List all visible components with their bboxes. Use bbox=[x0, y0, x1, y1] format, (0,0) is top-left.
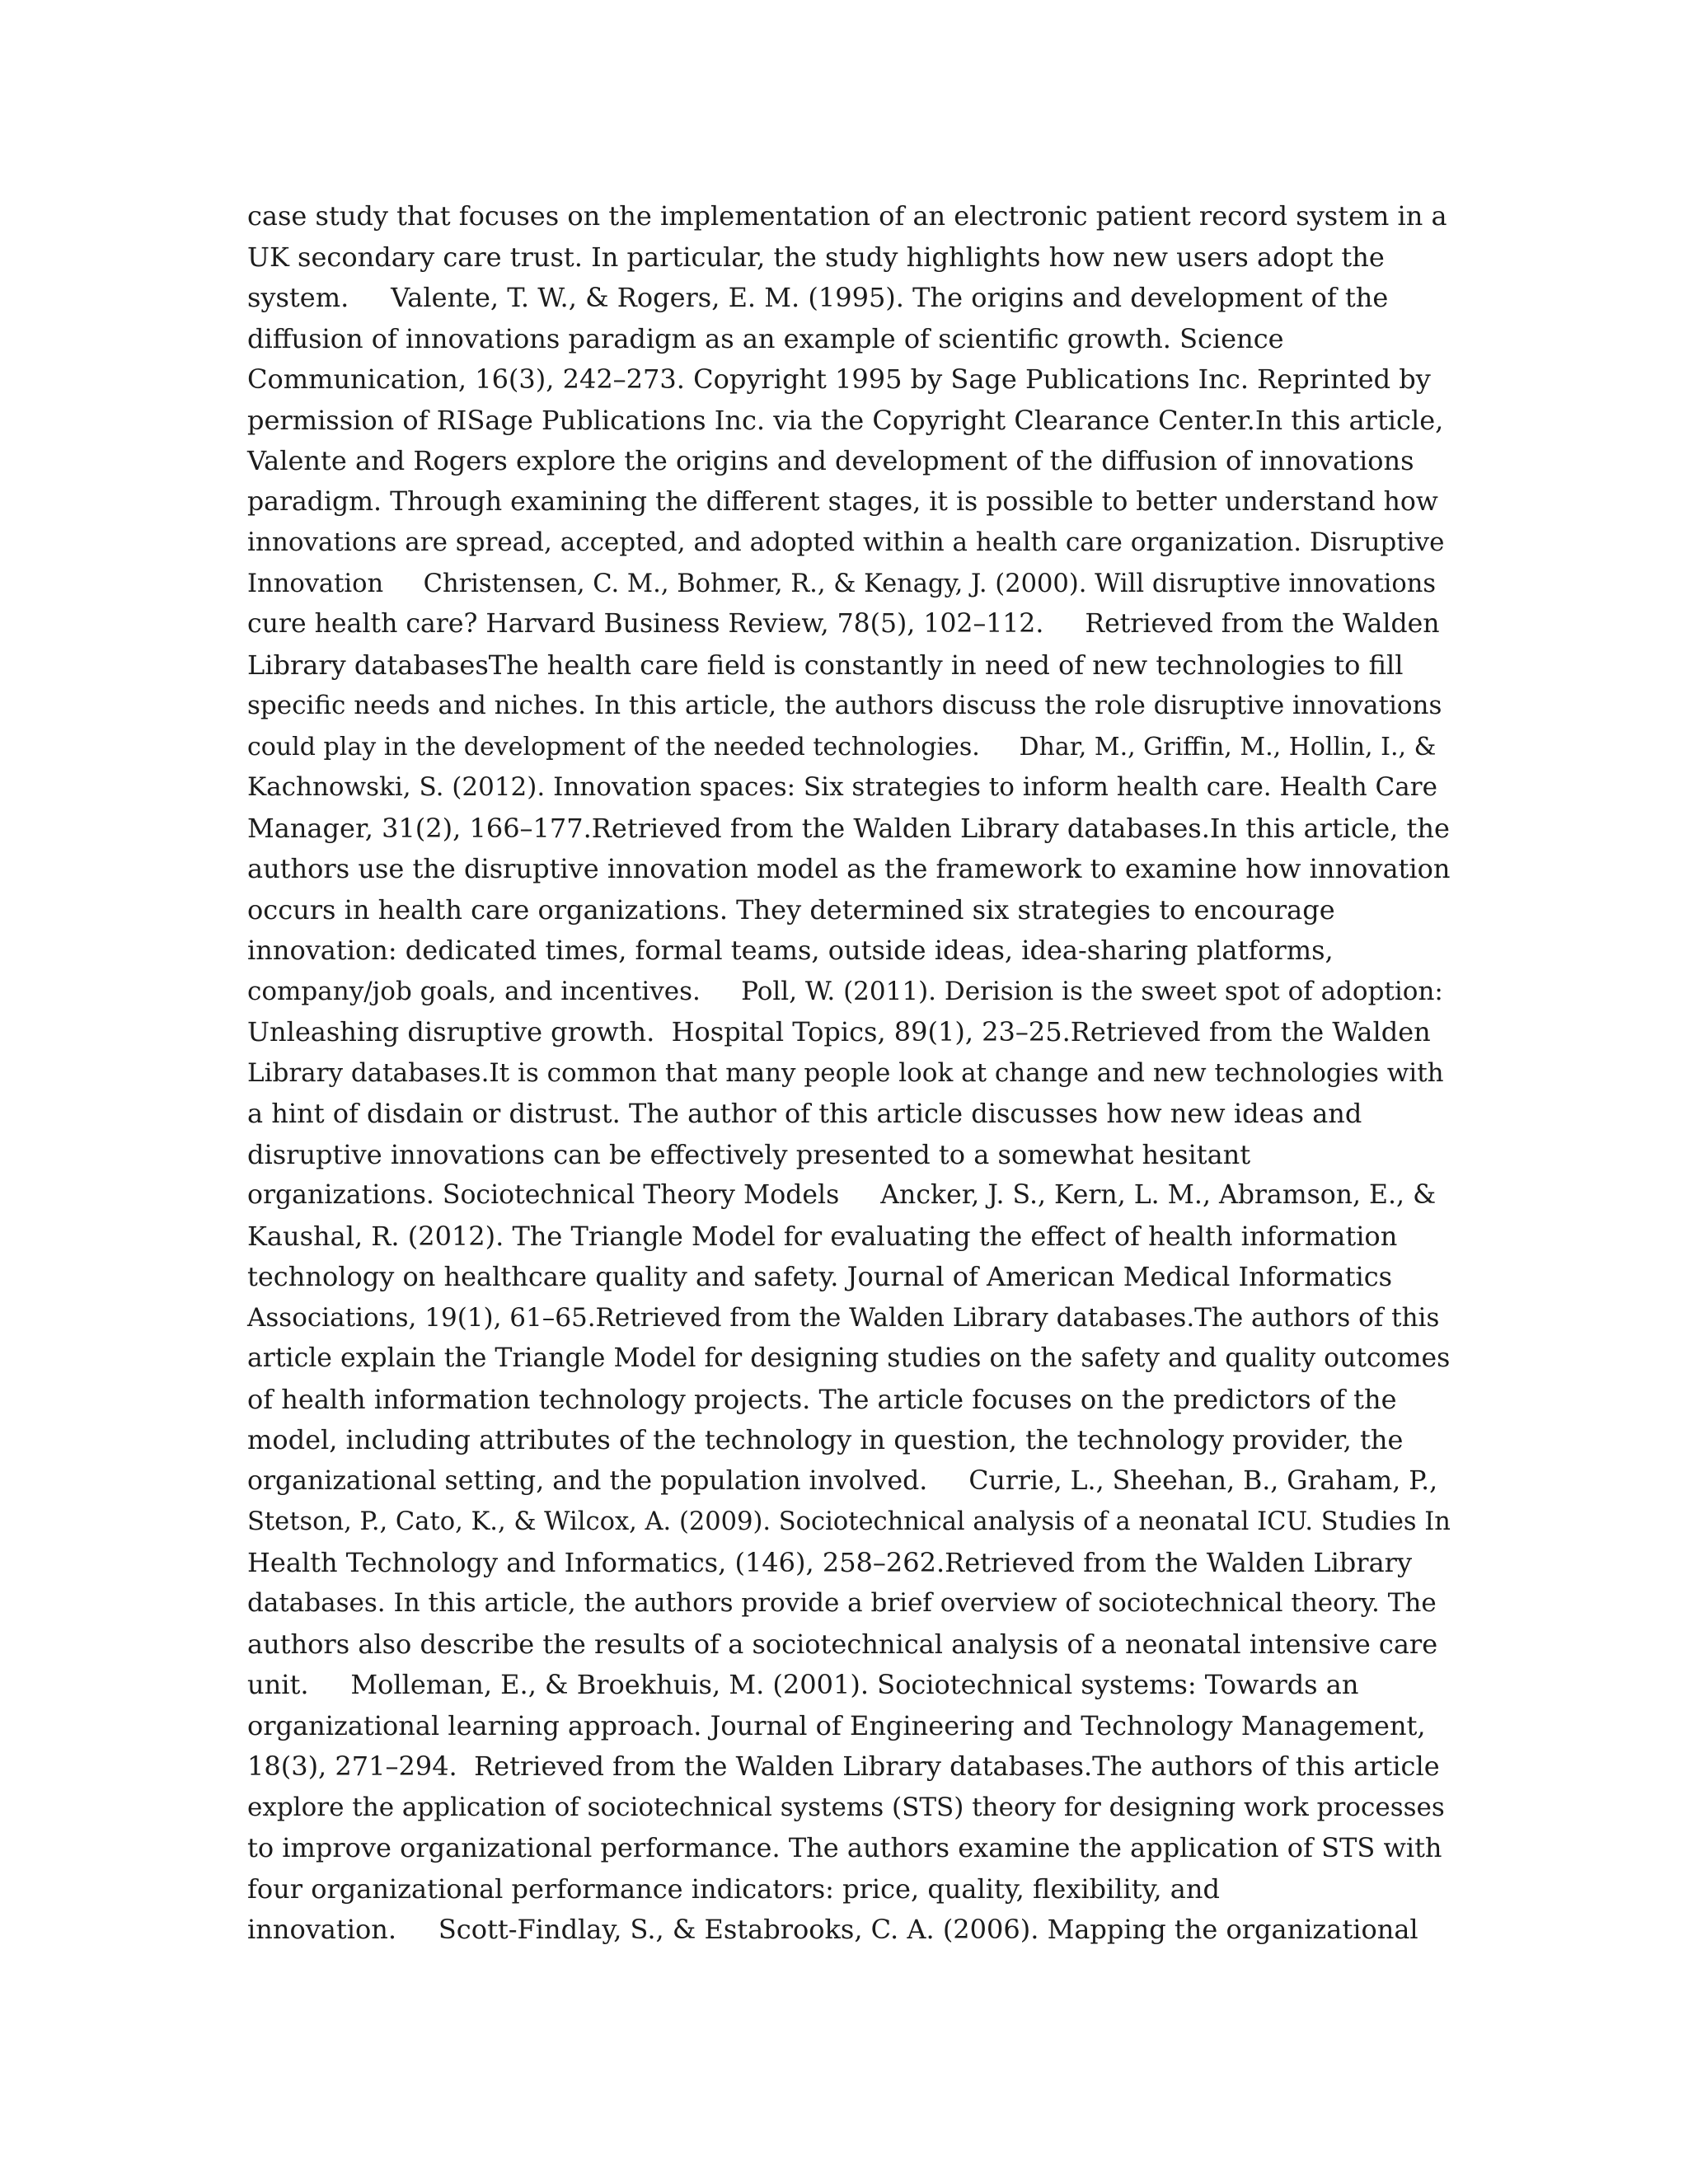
text-line: UK secondary care trust. In particular, the study highlights how new users adopt the bbox=[247, 241, 1385, 273]
text-line: Innovation Christensen, C. M., Bohmer, R., & Kenagy, J. (2000). Will disruptive innovations bbox=[247, 569, 1437, 598]
text-line: to improve organizational performance. The authors examine the application of STS with bbox=[247, 1832, 1442, 1863]
text-line: article explain the Triangle Model for designing studies on the safety and quality outcomes bbox=[247, 1343, 1451, 1373]
text-line: Communication, 16(3), 242–273. Copyright 1995 by Sage Publications Inc. Reprinted by bbox=[247, 363, 1431, 395]
text-line: could play in the development of the needed technologies. Dhar, M., Griffin, M., Hollin, I., & bbox=[247, 732, 1437, 762]
text-line: occurs in health care organizations. They determined six strategies to encourage bbox=[247, 893, 1335, 926]
text-line: permission of RISage Publications Inc. via the Copyright Clearance Center.In this article, bbox=[247, 404, 1444, 436]
text-line: Library databasesThe health care field is constantly in need of new technologies to fill bbox=[247, 649, 1404, 681]
text-line: authors use the disruptive innovation model as the framework to examine how innovation bbox=[247, 853, 1451, 884]
text-line: Kachnowski, S. (2012). Innovation spaces: Six strategies to inform health care. Health Care bbox=[247, 772, 1437, 802]
text-line: model, including attributes of the technology in question, the technology provider, the bbox=[247, 1424, 1404, 1455]
text-line: innovations are spread, accepted, and adopted within a health care organization. Disruptive bbox=[247, 527, 1445, 557]
text-line: 18(3), 271–294. Retrieved from the Walden Library databases.The authors of this article bbox=[247, 1750, 1440, 1782]
text-line: Manager, 31(2), 166–177.Retrieved from the Walden Library databases.In this article, the bbox=[247, 812, 1450, 844]
text-line: company/job goals, and incentives. Poll, W. (2011). Derision is the sweet spot of adoption: bbox=[247, 976, 1443, 1006]
text-line: cure health care? Harvard Business Review, 78(5), 102–112. Retrieved from the Walden bbox=[247, 609, 1440, 639]
text-line: Stetson, P., Cato, K., & Wilcox, A. (2009). Sociotechnical analysis of a neonatal ICU. Studies In bbox=[247, 1507, 1451, 1536]
text-line: organizational learning approach. Journal of Engineering and Technology Management, bbox=[247, 1709, 1426, 1741]
text-line: four organizational performance indicators: price, quality, flexibility, and bbox=[247, 1872, 1220, 1905]
text-line: authors also describe the results of a sociotechnical analysis of a neonatal intensive care bbox=[247, 1628, 1438, 1660]
text-line: innovation: dedicated times, formal teams, outside ideas, idea-sharing platforms, bbox=[247, 935, 1334, 966]
text-line: Associations, 19(1), 61–65.Retrieved from the Walden Library databases.The authors of this bbox=[247, 1302, 1440, 1333]
text-line: diffusion of innovations paradigm as an example of scientific growth. Science bbox=[247, 322, 1284, 354]
text-line: of health information technology projects. The article focuses on the predictors of the bbox=[247, 1383, 1397, 1415]
text-line: organizations. Sociotechnical Theory Models Ancker, J. S., Kern, L. M., Abramson, E., & bbox=[247, 1180, 1437, 1210]
body-text bbox=[247, 196, 1451, 1951]
text-line: disruptive innovations can be effectively presented to a somewhat hesitant bbox=[247, 1138, 1251, 1170]
text-line: specific needs and niches. In this article, the authors discuss the role disruptive innovations bbox=[247, 691, 1442, 720]
text-line: Valente and Rogers explore the origins and development of the diffusion of innovations bbox=[247, 445, 1414, 476]
text-line: explore the application of sociotechnical systems (STS) theory for designing work processes bbox=[247, 1792, 1445, 1822]
text-line: a hint of disdain or distrust. The author of this article discusses how new ideas and bbox=[247, 1098, 1362, 1129]
text-line: technology on healthcare quality and safety. Journal of American Medical Informatics bbox=[247, 1261, 1393, 1292]
text-line: innovation. Scott-Findlay, S., & Estabrooks, C. A. (2006). Mapping the organizational bbox=[247, 1914, 1418, 1945]
text-line: Unleashing disruptive growth. Hospital Topics, 89(1), 23–25.Retrieved from the Walden bbox=[247, 1016, 1431, 1047]
text-line: Health Technology and Informatics, (146), 258–262.Retrieved from the Walden Library bbox=[247, 1546, 1413, 1578]
text-line: Kaushal, R. (2012). The Triangle Model for evaluating the effect of health information bbox=[247, 1220, 1398, 1252]
text-line: case study that focuses on the implementation of an electronic patient record system in a bbox=[247, 200, 1447, 232]
text-line: system. Valente, T. W., & Rogers, E. M. (1995). The origins and development of the bbox=[247, 282, 1389, 313]
text-line: organizational setting, and the population involved. Currie, L., Sheehan, B., Graham, P., bbox=[247, 1465, 1438, 1496]
text-line: unit. Molleman, E., & Broekhuis, M. (2001). Sociotechnical systems: Towards an bbox=[247, 1669, 1359, 1700]
text-line: paradigm. Through examining the different stages, it is possible to better understand how bbox=[247, 486, 1438, 517]
text-line: databases. In this article, the authors provide a brief overview of sociotechnical theory. The bbox=[247, 1588, 1437, 1618]
text-line: Library databases.It is common that many people look at change and new technologies with bbox=[247, 1057, 1444, 1088]
